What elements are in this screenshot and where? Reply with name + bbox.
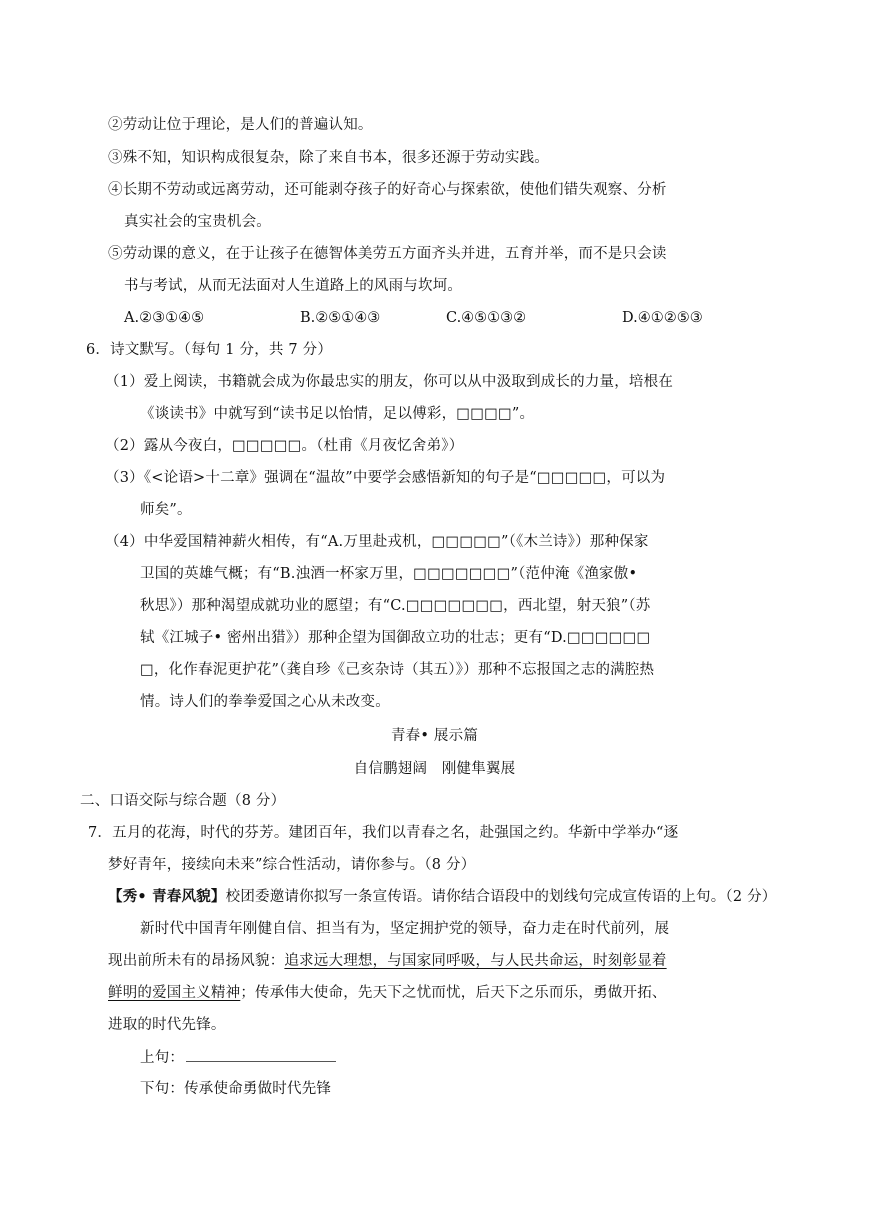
q5-sentence-3: ③殊不知，知识构成很复杂，除了来自书本，很多还源于劳动实践。 bbox=[108, 150, 549, 166]
q7-intro: 7．五月的花海，时代的芬芳。建团百年，我们以青春之名，赴强国之约。华新中学举办“逐 bbox=[88, 825, 679, 841]
q6-part4: （4）中华爱国精神薪火相传，有“A.万里赴戎机，□□□□□”（《木兰诗》）那种保家 bbox=[105, 534, 649, 550]
q6-part3: （3）《<论语>十二章》强调在“温故”中要学会感悟新知的句子是“□□□□□，可以为 bbox=[105, 470, 666, 486]
q6-part4-line3: 秋思》）那种渴望成就功业的愿望；有“C.□□□□□□□，西北望，射天狼”（苏 bbox=[140, 598, 651, 614]
lower-line: 下句：传承使命勇做时代先锋 bbox=[140, 1081, 332, 1097]
q5-option-c[interactable]: C.④⑤①③② bbox=[446, 310, 527, 326]
q5-option-b[interactable]: B.②⑤①④③ bbox=[300, 310, 381, 326]
q6-part4-line2: 卫国的英雄气概；有“B.浊酒一杯家万里，□□□□□□□”（范仲淹《渔家傲• bbox=[140, 566, 638, 582]
q6-part1: （1）爱上阅读，书籍就会成为你最忠实的朋友，你可以从中汲取到成长的力量，培根在 bbox=[105, 374, 674, 390]
q5-option-a[interactable]: A.②③①④⑤ bbox=[124, 310, 205, 326]
q6-part2: （2）露从今夜白，□□□□□。（杜甫《月夜忆舍弟》） bbox=[105, 438, 464, 454]
q6-part4-line6: 情。诗人们的拳拳爱国之心从未改变。 bbox=[140, 694, 390, 710]
section-heading: 青春• 展示篇 bbox=[390, 728, 479, 744]
q7-paragraph-suffix: ；传承伟大使命，先天下之忧而忧，后天下之乐而乐，勇做开拓、 bbox=[240, 985, 667, 1001]
q7-paragraph-line1: 新时代中国青年刚健自信、担当有为，坚定拥护党的领导，奋力走在时代前列，展 bbox=[140, 921, 670, 937]
q6-part3-cont: 师矣”。 bbox=[140, 502, 192, 518]
q5-sentence-4: ④长期不劳动或远离劳动，还可能剥夺孩子的好奇心与探索欲，使他们错失观察、分析 bbox=[108, 182, 667, 198]
underlined-sentence: 追求远大理想，与国家同呼吸，与人民共命运，时刻彰显着 bbox=[284, 953, 667, 969]
upper-line-answer-blank[interactable] bbox=[186, 1047, 336, 1062]
q7-paragraph-prefix: 现出前所未有的昂扬风貌： bbox=[108, 953, 285, 969]
q7-task-tag: 【秀• 青春风貌】 bbox=[108, 888, 226, 905]
q7-task-text: 校团委邀请你拟写一条宣传语。请你结合语段中的划线句完成宣传语的上句。（2 分） bbox=[225, 889, 777, 905]
part2-title: 二、口语交际与综合题（8 分） bbox=[80, 793, 286, 809]
underlined-sentence-cont: 鲜明的爱国主义精神 bbox=[108, 985, 241, 1001]
q7-paragraph-line2 bbox=[108, 951, 667, 971]
q7-intro-cont: 梦好青年，接续向未来”综合性活动，请你参与。（8 分） bbox=[108, 857, 476, 873]
upper-line-label: 上句： bbox=[140, 1050, 185, 1066]
q5-sentence-5-cont: 书与考试，从而无法面对人生道路上的风雨与坎坷。 bbox=[124, 278, 463, 294]
q6-title: 6．诗文默写。（每句 1 分，共 7 分） bbox=[86, 342, 333, 358]
q5-option-d[interactable]: D.④①②⑤③ bbox=[622, 310, 703, 326]
section-subheading: 自信鹏翅阔 刚健隼翼展 bbox=[353, 761, 516, 777]
q7-task bbox=[108, 887, 777, 907]
q5-sentence-5: ⑤劳动课的意义，在于让孩子在德智体美劳五方面齐头并进，五育并举，而不是只会读 bbox=[108, 246, 667, 262]
q5-sentence-4-cont: 真实社会的宝贵机会。 bbox=[124, 214, 271, 230]
q6-part1-cont: 《谈读书》中就写到“读书足以怡情，足以傅彩，□□□□”。 bbox=[140, 406, 535, 422]
upper-line-row bbox=[140, 1047, 336, 1068]
q6-part4-line5: □，化作春泥更护花”（龚自珍《己亥杂诗（其五）》）那种不忘报国之志的满腔热 bbox=[140, 662, 655, 678]
q5-sentence-2: ②劳动让位于理论，是人们的普遍认知。 bbox=[108, 117, 373, 133]
q7-paragraph-line3 bbox=[108, 983, 667, 1003]
q7-paragraph-line4: 进取的时代先锋。 bbox=[108, 1017, 226, 1033]
q6-part4-line4: 轼《江城子• 密州出猎》）那种企望为国御敌立功的壮志；更有“D.□□□□□□ bbox=[140, 630, 651, 646]
